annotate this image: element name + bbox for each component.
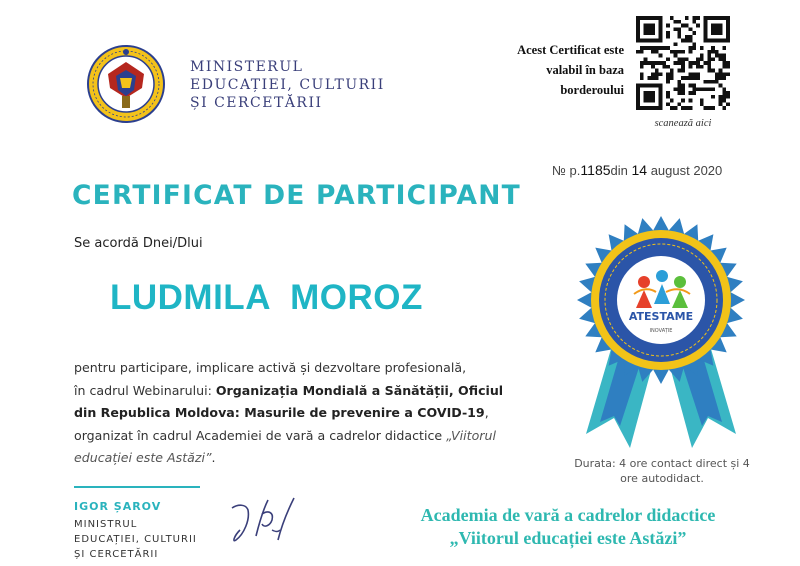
recipient-name: LUDMILA MOROZ bbox=[110, 278, 423, 317]
certificate-title: CERTIFICAT DE PARTICIPANT bbox=[72, 180, 521, 211]
body-line-4 bbox=[74, 425, 554, 448]
certificate-day: 14 bbox=[631, 162, 648, 178]
body-line-3 bbox=[74, 402, 554, 425]
medal-badge bbox=[556, 212, 766, 452]
body-line-2 bbox=[74, 380, 554, 403]
qr-code[interactable] bbox=[636, 16, 730, 110]
academy-footer bbox=[394, 504, 742, 550]
signer-role-line-2: EDUCAȚIEI, CULTURII bbox=[74, 534, 197, 545]
body-line-1: pentru participare, implicare activă și dezvoltare profesională, bbox=[74, 360, 467, 375]
academy-line-1: Academia de vară a cadrelor didactice bbox=[420, 505, 716, 525]
signature-divider bbox=[74, 486, 200, 488]
academy-line-2: „Viitorul educației este Astăzi” bbox=[449, 528, 687, 548]
signer-role bbox=[74, 517, 197, 562]
date-from-label: din bbox=[610, 163, 628, 178]
signer-role-line-1: MINISTRUL bbox=[74, 519, 138, 530]
qr-caption: scanează aici bbox=[654, 118, 712, 129]
medal-logo-text: ATESTAME bbox=[628, 310, 694, 323]
handwritten-signature bbox=[226, 490, 306, 550]
body-line-5-plain: . bbox=[211, 450, 216, 465]
ministry-name bbox=[190, 58, 385, 112]
qr-note-line-1: Acest Certificat este bbox=[517, 43, 624, 57]
ministry-line-3: ȘI CERCETĂRII bbox=[190, 95, 323, 111]
body-line-4-plain: organizat în cadrul Academiei de vară a cadrelor didactice bbox=[74, 427, 447, 443]
body-line-5 bbox=[74, 447, 554, 470]
qr-validity-note bbox=[500, 40, 624, 100]
duration-note: Durata: 4 ore contact direct și 4 ore autodidact. bbox=[574, 457, 750, 485]
webinar-title-part-1: Organizația Mondială a Sănătății, Oficiul bbox=[215, 382, 504, 398]
qr-note-line-3: borderoului bbox=[560, 83, 624, 97]
webinar-title-part-2: din Republica Moldova: Masurile de prevenire a COVID-19 bbox=[74, 405, 485, 420]
body-line-2-plain: în cadrul Webinarului: bbox=[74, 382, 216, 398]
ministry-line-2: EDUCAȚIEI, CULTURII bbox=[190, 77, 385, 93]
qr-note-line-2: valabil în baza bbox=[546, 63, 624, 77]
certificate-month-year: august 2020 bbox=[650, 163, 723, 178]
certificate-number-line bbox=[552, 162, 722, 178]
ministry-crest-logo bbox=[86, 38, 166, 130]
academy-motto-part-2: educației este Astăzi” bbox=[74, 450, 212, 465]
certificate-number: 1185 bbox=[580, 162, 611, 178]
number-label: № p. bbox=[552, 163, 581, 178]
body-line-3-plain: , bbox=[484, 405, 489, 420]
academy-motto-part-1: „Viitorul bbox=[446, 427, 496, 443]
certificate-body bbox=[74, 357, 554, 470]
signer-name: IGOR ȘAROV bbox=[74, 500, 162, 513]
grant-text: Se acordă Dnei/Dlui bbox=[74, 236, 203, 251]
signer-role-line-3: ȘI CERCETĂRII bbox=[74, 549, 159, 560]
ministry-line-1: MINISTERUL bbox=[190, 59, 304, 75]
medal-sub-text: INOVAȚIE bbox=[649, 328, 673, 334]
